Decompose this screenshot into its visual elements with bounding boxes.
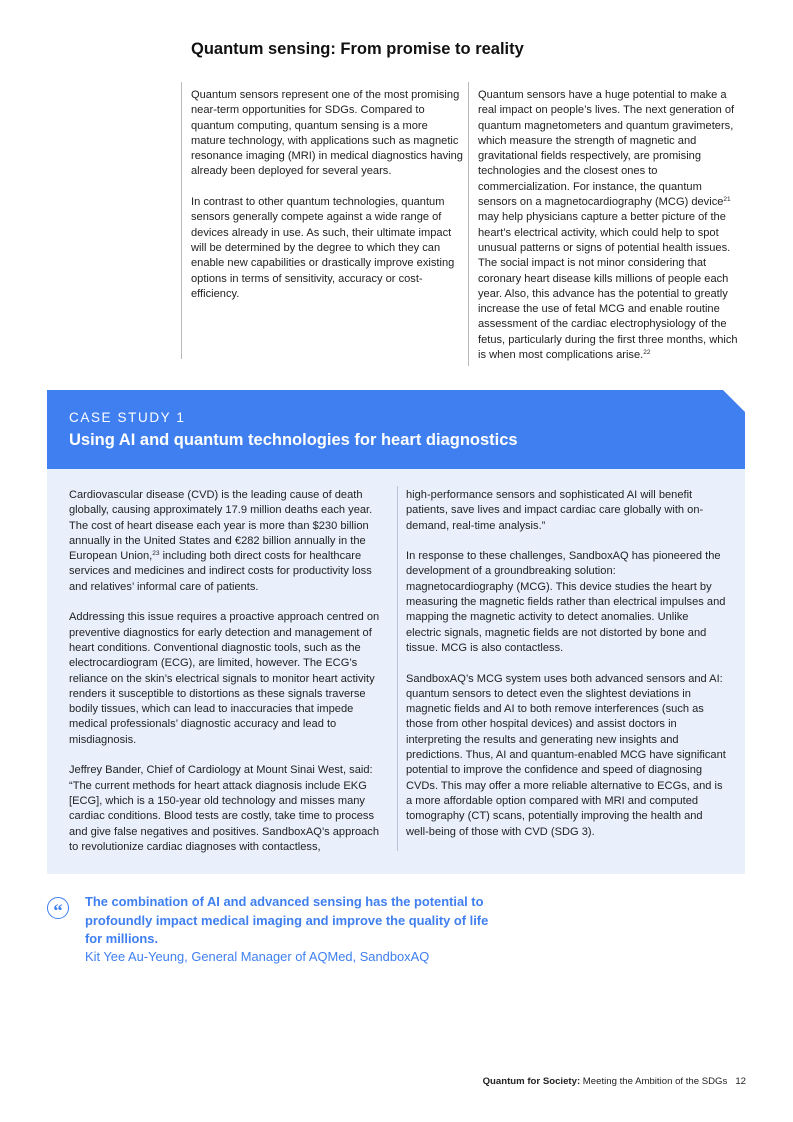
- footer-subtitle: Meeting the Ambition of the SDGs: [580, 1076, 728, 1087]
- column-divider-right: [468, 82, 469, 366]
- quote-icon: “: [47, 897, 69, 919]
- pull-quote: The combination of AI and advanced sensing has the potential to profoundly impact medical imaging and improve the quality of life for millions.: [85, 894, 489, 946]
- case-study-label: CASE STUDY 1: [69, 410, 186, 425]
- page-number: 12: [735, 1076, 746, 1087]
- footnote-ref-22[interactable]: 22: [643, 349, 651, 357]
- case-study-body: [47, 469, 745, 874]
- case-paragraph-2: Addressing this issue requires a proactive approach centred on preventive diagnostics for early detection and management of heart conditions. Conventional diagnostic tools, such as the electrocardiogram (ECG), are limited, however. The ECG’s reliance on the skin’s electrical signals to monitor heart activity renders it susceptible to distortions as these signals traverse bodily tissues, which can lead to inaccuracies that impede medical professionals’ diagnostic accuracy and lead to misdiagnosis.: [69, 611, 380, 746]
- page-footer: [483, 1076, 746, 1087]
- case-paragraph-3-continued: high-performance sensors and sophisticated AI will benefit patients, save lives and impact cardiac care globally with on-demand, real-time analysis.”: [406, 489, 704, 532]
- case-study-header: [47, 390, 745, 469]
- case-paragraph-4: In response to these challenges, SandboxAQ has pioneered the development of a groundbreaking solution: magnetocardiography (MCG). This device studies the heart by measuring the magnetic fields rather than electrical impulses and mapping the magnetic activity to detect anomalies. Unlike electric signals, magnetic fields are not distorted by bone and tissue. MCG is also contactless.: [406, 550, 726, 654]
- case-study-right-column: [406, 488, 726, 840]
- footnote-ref-21[interactable]: 21: [723, 196, 731, 204]
- paragraph-text: Quantum sensors have a huge potential to make a real impact on people’s lives. The next generation of quantum magnetometers and quantum gravimeters, which measure the strength of magnetic and gravitational fields respectively, are promising technologies and the closest ones to commercialization. For instance, the quantum sensors on a magnetocardiography (MCG) device: [478, 89, 735, 209]
- case-paragraph-3: Jeffrey Bander, Chief of Cardiology at Mount Sinai West, said: “The current methods for heart attack diagnosis include EKG [ECG], which is a 150-year old technology and misses many cardiac conditions. Blood tests are costly, take time to process and give false negatives and positives. SandboxAQ’s approach to revolutionize cardiac diagnoses with contactless,: [69, 764, 380, 853]
- case-study-left-column: [69, 488, 389, 855]
- column-divider-left: [181, 82, 182, 359]
- footnote-ref-23[interactable]: 23: [152, 550, 160, 558]
- case-column-divider: [397, 486, 398, 851]
- section-right-column: [478, 88, 741, 363]
- paragraph-text: may help physicians capture a better picture of the heart’s electrical activity, which could help to spot unusual patterns or signs of potential health issues. The social impact is not minor considering that coronary heart disease kills millions of people each year. Also, this advance has the potential to greatly increase the use of fetal MCG and enable routine assessment of the cardiac electrophysiology of the fetus, particularly during the first three months, which is when most complications arise.: [478, 211, 738, 362]
- section-paragraph-1: Quantum sensors represent one of the most promising near-term opportunities for SDGs. Compared to quantum computing, quantum sensing is a more mature technology, with applications such as magnetic resonance imaging (MRI) in medical diagnostics having already been deployed for several years.: [191, 89, 463, 178]
- section-paragraph-2: In contrast to other quantum technologies, quantum sensors generally compete against a wide range of devices already in use. As such, their ultimate impact will be determined by the degree to which they can enable new capabilities or drastically improve existing options in terms of sensitivity, accuracy or cost-efficiency.: [191, 196, 455, 300]
- footer-brand: Quantum for Society:: [482, 1076, 581, 1087]
- quote-attribution: Kit Yee Au-Yeung, General Manager of AQMed, SandboxAQ: [85, 949, 430, 964]
- paragraph-text: Cardiovascular disease (CVD) is the leading cause of death globally, causing approximately 17.9 million deaths each year. The cost of heart disease each year is more than $230 billion annually in the United States and €282 billion annually in the European Union,: [69, 489, 373, 563]
- case-paragraph-1: [69, 488, 389, 595]
- paragraph-text: including both direct costs for healthcare services and medicines and indirect costs for productivity loss and relatives’ informal care of patients.: [69, 550, 372, 593]
- corner-fold: [723, 390, 745, 412]
- section-title: Quantum sensing: From promise to reality: [191, 40, 524, 58]
- section-left-column: [191, 88, 463, 302]
- case-paragraph-5: SandboxAQ’s MCG system uses both advanced sensors and AI: quantum sensors to detect even the slightest deviations in magnetic fields and AI to both remove interferences (such as those from other hospital devices) and assist doctors in interpreting the results and generating new insights and predictions. Thus, AI and quantum-enabled MCG have significant potential to improve the confidence and speed of diagnosing CVDs. This may offer a more reliable alternative to ECGs, and is a more affordable option compared with MRI and computed tomography (CT) scans, potentially improving the health and well-being of those with CVD (SDG 3).: [406, 672, 726, 838]
- case-study-title: Using AI and quantum technologies for heart diagnostics: [69, 431, 518, 449]
- section-paragraph-3: [478, 88, 741, 363]
